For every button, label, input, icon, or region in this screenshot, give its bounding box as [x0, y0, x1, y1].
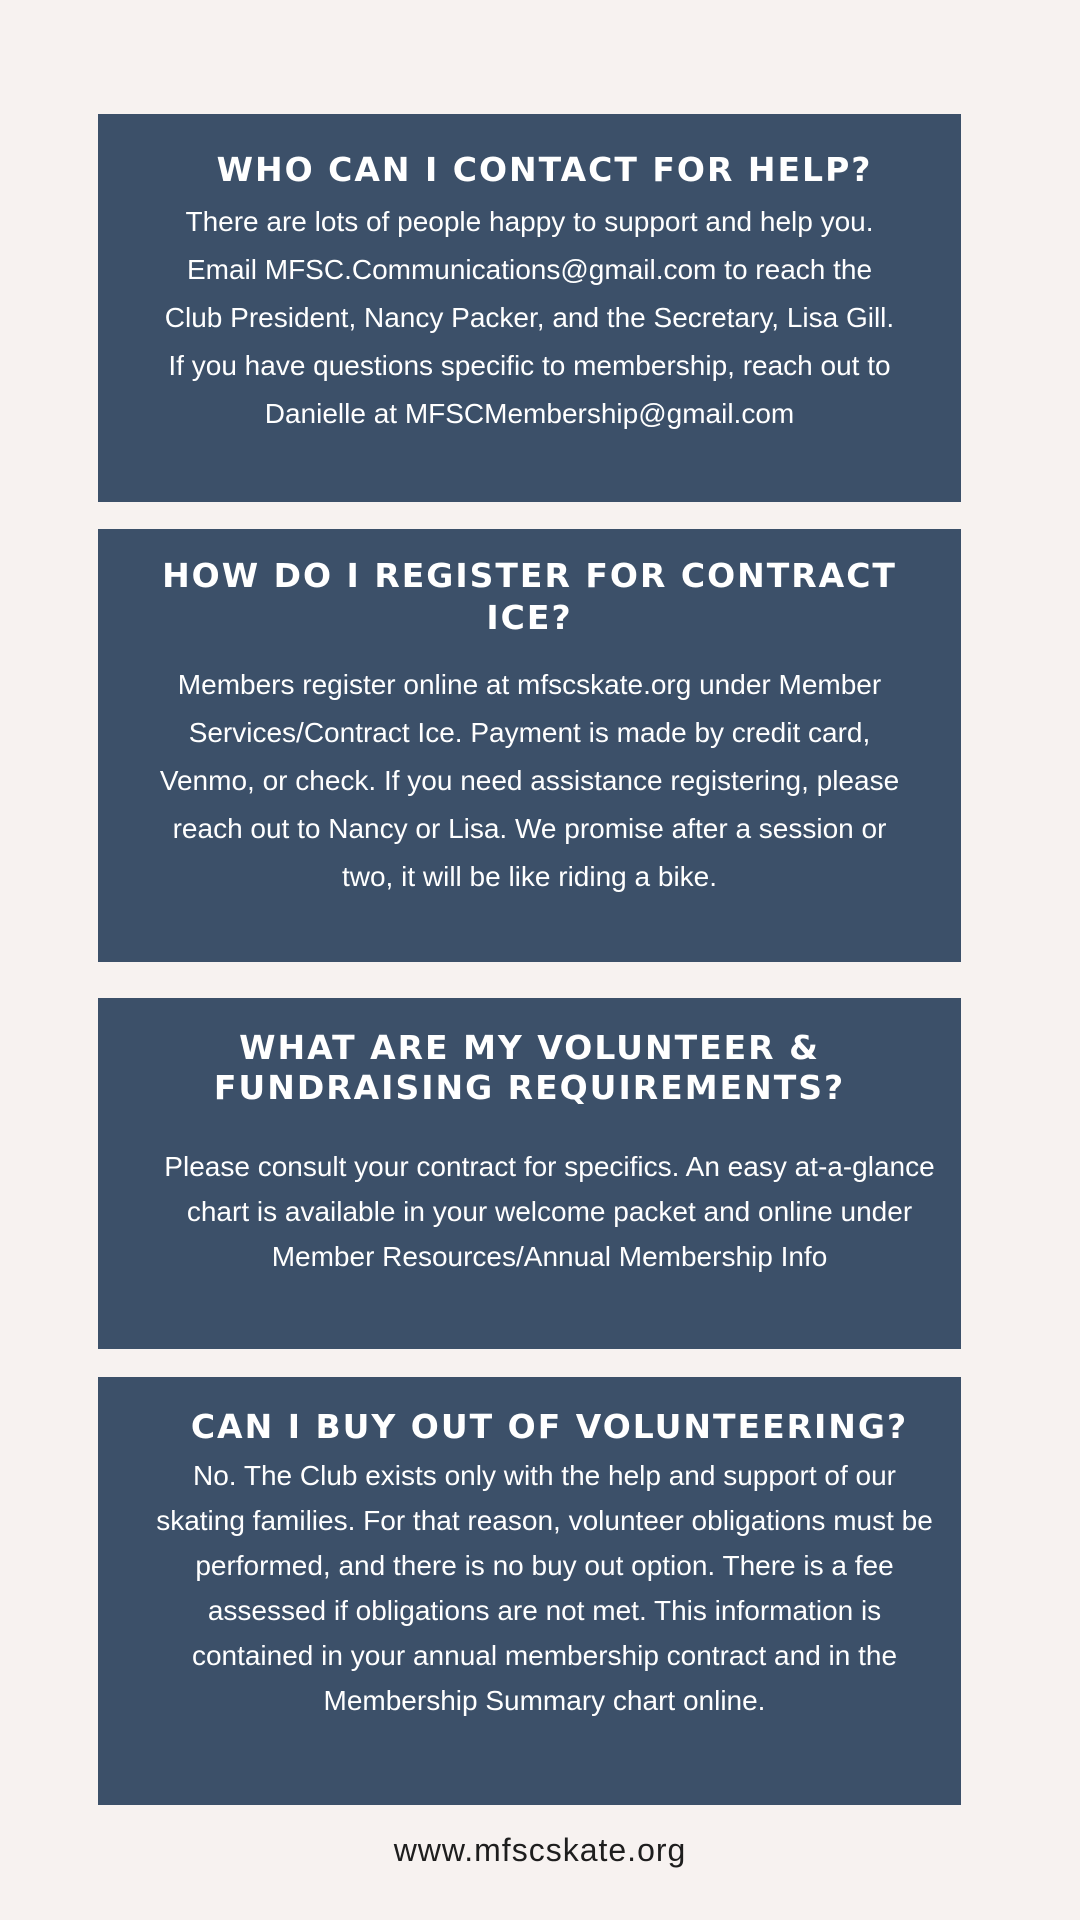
faq-body-volunteer-requirements: Please consult your contract for specifics. An easy at-a-glance chart is available in your welcome packet and online under Member Resources/Annual Membership Info — [164, 1151, 935, 1272]
faq-title-volunteer-requirements: WHAT ARE MY VOLUNTEER & FUNDRAISING REQUIREMENTS? — [213, 1028, 846, 1107]
faq-card-contact-help — [98, 114, 961, 502]
footer-website: www.mfscskate.org — [393, 1832, 687, 1868]
faq-card-buy-out-volunteering — [98, 1377, 961, 1805]
faq-body-contact-help: There are lots of people happy to support and help you. Email MFSC.Communications@gmail.com to reach the Club President, Nancy Packer, and the Secretary, Lisa Gill. If you have questions specific to membership, reach out to Danielle at MFSCMembership@gmail.com — [164, 206, 895, 429]
faq-card-volunteer-requirements — [98, 998, 961, 1349]
faq-body-register-contract-ice: Members register online at mfscskate.org under Member Services/Contract Ice. Payment is made by credit card, Venmo, or check. If you need assistance registering, please reach out to Nancy or Lisa. We promise after a session or two, it will be like riding a bike. — [159, 669, 900, 892]
faq-body-buy-out-volunteering: No. The Club exists only with the help and support of our skating families. For that reason, volunteer obligations must be performed, and there is no buy out option. There is a fee assessed if obligations are not met. This information is contained in your annual membership contract and in the Membership Summary chart online. — [156, 1460, 933, 1716]
faq-card-register-contract-ice — [98, 529, 961, 962]
faq-title-buy-out-volunteering: CAN I BUY OUT OF VOLUNTEERING? — [190, 1407, 909, 1446]
faq-title-contact-help: WHO CAN I CONTACT FOR HELP? — [216, 150, 873, 189]
faq-title-register-contract-ice: HOW DO I REGISTER FOR CONTRACT ICE? — [162, 556, 897, 637]
